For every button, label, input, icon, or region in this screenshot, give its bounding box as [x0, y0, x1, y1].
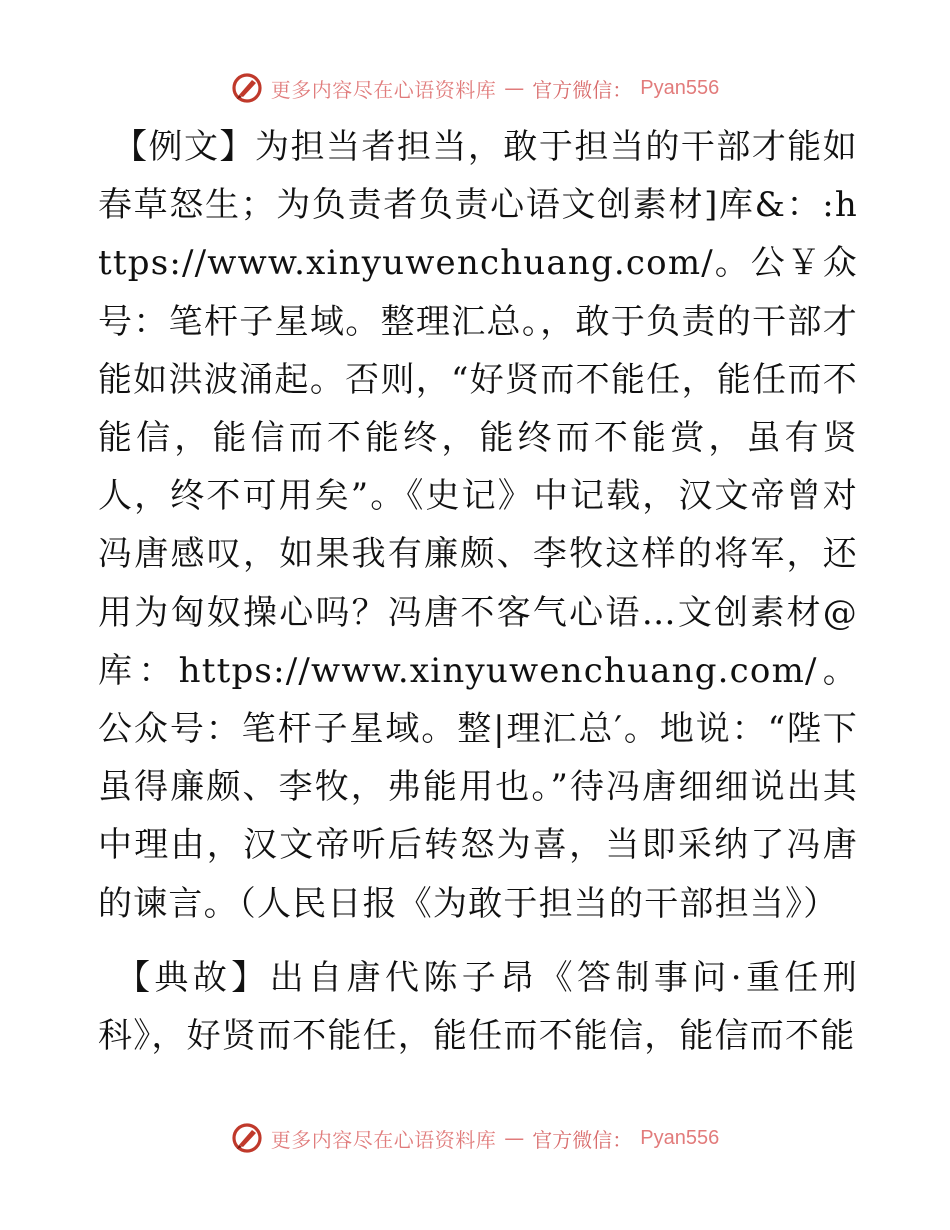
brand-logo-icon	[231, 72, 263, 104]
banner-wechat-label: 官方微信：	[532, 77, 633, 102]
document-body	[98, 118, 858, 1065]
banner-wechat-id: Pyan556	[640, 1126, 720, 1149]
banner-wechat-id: Pyan556	[640, 76, 720, 99]
banner-wechat-label: 官方微信：	[532, 1127, 633, 1152]
header-banner	[0, 72, 950, 104]
banner-dash: —	[504, 76, 525, 100]
allusion-paragraph: 【典故】出自唐代陈子昂《答制事问·重任刑科》，好贤而不能任，能任而不能信，能信而不能	[98, 957, 858, 1057]
banner-dash: —	[504, 1126, 525, 1150]
banner-slogan: 更多内容尽在心语资料库	[270, 77, 497, 102]
example-paragraph: 【例文】为担当者担当，敢于担当的干部才能如春草怒生；为负责者负责心语文创素材]库&：:https://www.xinyuwenchuang.com/。公￥众号：笔杆子星域。整理汇总。，敢于负责的干部才能如洪波涌起。否则，“好贤而不能任，能任而不能信，能信而不能终，能终而不能赏，虽有贤人，终不可用矣”。《史记》中记载，汉文帝曾对冯唐感叹，如果我有廉颇、李牧这样的将军，还用为匈奴操心吗？冯唐不客气心语…文创素材@库：https://www.xinyuwenchuang.com/。公众号：笔杆子星域。整|理汇总′。地说：“陛下虽得廉颇、李牧，弗能用也。”待冯唐细细说出其中理由，汉文帝听后转怒为喜，当即采纳了冯唐的谏言。（人民日报《为敢于担当的干部担当》）	[98, 127, 858, 924]
footer-banner	[0, 1122, 950, 1154]
banner-slogan: 更多内容尽在心语资料库	[270, 1127, 497, 1152]
brand-logo-icon	[231, 1122, 263, 1154]
